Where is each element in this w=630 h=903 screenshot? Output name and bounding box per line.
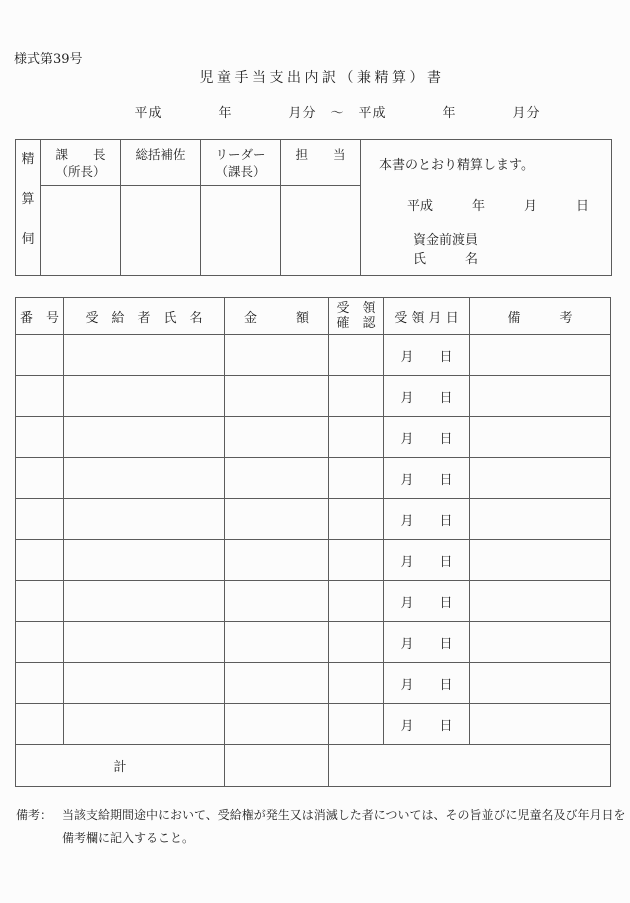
cell-amount (225, 581, 329, 622)
cell-number (16, 622, 64, 663)
form-number: 様式第39号 (14, 52, 83, 67)
approval-title: 課 長 (55, 147, 106, 162)
cell-receipt-confirm (329, 704, 384, 745)
cell-remarks (470, 417, 611, 458)
header-receipt-date: 受 領 月 日 (384, 298, 470, 335)
table-row (16, 335, 611, 376)
total-rest-cell (329, 745, 611, 787)
table-row (16, 622, 611, 663)
cell-number (16, 417, 64, 458)
table-row (16, 540, 611, 581)
cell-amount (225, 704, 329, 745)
settlement-date-line: 平成 年 月 日 (407, 199, 590, 214)
stamp-box (121, 186, 200, 275)
side-label-char: 精 (21, 152, 35, 167)
cell-receipt-confirm (329, 417, 384, 458)
cell-recipient-name (64, 417, 225, 458)
approval-column-header (41, 140, 120, 186)
cell-number (16, 376, 64, 417)
table-row (16, 663, 611, 704)
cell-amount (225, 663, 329, 704)
cell-recipient-name (64, 663, 225, 704)
approval-column-header (121, 140, 200, 186)
table-row (16, 417, 611, 458)
cell-receipt-confirm (329, 622, 384, 663)
cell-amount (225, 499, 329, 540)
cell-receipt-date: 月 日 (384, 499, 470, 540)
approval-subtitle: （課長） (215, 164, 266, 179)
cell-receipt-date: 月 日 (384, 581, 470, 622)
cell-number (16, 458, 64, 499)
table-row (16, 458, 611, 499)
approval-title: 担 当 (295, 147, 346, 162)
cell-remarks (470, 499, 611, 540)
footnote-line2: 備考欄に記入すること。 (62, 831, 195, 845)
cell-amount (225, 335, 329, 376)
settlement-declaration-box (361, 140, 611, 275)
cell-recipient-name (64, 622, 225, 663)
approval-column-header (281, 140, 360, 186)
stamp-box (281, 186, 360, 275)
approval-column-leader (201, 140, 281, 275)
header-recipient-name: 受 給 者 氏 名 (64, 298, 225, 335)
cell-number (16, 704, 64, 745)
cell-recipient-name (64, 376, 225, 417)
cell-remarks (470, 458, 611, 499)
cell-amount (225, 622, 329, 663)
header-remarks: 備 考 (470, 298, 611, 335)
footnote-text (62, 804, 626, 850)
cell-remarks (470, 376, 611, 417)
cell-receipt-date: 月 日 (384, 663, 470, 704)
cell-receipt-date: 月 日 (384, 540, 470, 581)
cell-amount (225, 376, 329, 417)
table-row (16, 704, 611, 745)
header-receipt-confirm (329, 298, 384, 335)
cell-number (16, 581, 64, 622)
approval-column-header (201, 140, 280, 186)
total-amount-cell (225, 745, 329, 787)
cell-recipient-name (64, 335, 225, 376)
approval-subtitle: （所長） (55, 164, 106, 179)
approval-title: リーダー (215, 147, 266, 162)
cell-receipt-confirm (329, 499, 384, 540)
cell-remarks (470, 540, 611, 581)
approval-column-section-chief (41, 140, 121, 275)
cell-receipt-date: 月 日 (384, 622, 470, 663)
stamp-box (41, 186, 120, 275)
cell-number (16, 335, 64, 376)
header-receipt-confirm-line1: 受 領 (336, 301, 376, 316)
total-row (16, 745, 611, 787)
cell-number (16, 499, 64, 540)
total-label-cell: 計 (16, 745, 225, 787)
settlement-request-vertical-label (16, 140, 41, 275)
table-row (16, 581, 611, 622)
cell-recipient-name (64, 540, 225, 581)
fund-officer-name-label: 氏 名 (413, 252, 479, 267)
table-row (16, 499, 611, 540)
cell-receipt-confirm (329, 581, 384, 622)
cell-remarks (470, 663, 611, 704)
cell-receipt-date: 月 日 (384, 335, 470, 376)
side-label-char: 算 (21, 192, 35, 207)
approval-table (15, 139, 612, 276)
footnote (16, 804, 626, 850)
header-amount: 金 額 (225, 298, 329, 335)
header-number: 番 号 (16, 298, 64, 335)
approval-column-person-in-charge (281, 140, 361, 275)
cell-receipt-confirm (329, 663, 384, 704)
fund-officer-role: 資金前渡員 (413, 233, 479, 248)
recipient-table-header-row (16, 298, 611, 335)
page-title: 児童手当支出内訳（兼精算）書 (199, 70, 445, 86)
footnote-label: 備考： (16, 808, 53, 822)
cell-number (16, 663, 64, 704)
side-label-char: 伺 (21, 232, 35, 247)
cell-receipt-date: 月 日 (384, 417, 470, 458)
cell-remarks (470, 581, 611, 622)
recipient-table (15, 297, 611, 787)
cell-amount (225, 458, 329, 499)
settlement-statement: 本書のとおり精算します。 (379, 158, 534, 173)
cell-number (16, 540, 64, 581)
cell-receipt-confirm (329, 376, 384, 417)
period-line: 平成 年 月分 ～ 平成 年 月分 (134, 106, 541, 121)
stamp-box (201, 186, 280, 275)
cell-receipt-date: 月 日 (384, 376, 470, 417)
cell-amount (225, 540, 329, 581)
footnote-line1: 当該支給期間途中において、受給権が発生又は消滅した者については、その旨並びに児童名及び年月日を (62, 808, 626, 822)
cell-receipt-date: 月 日 (384, 458, 470, 499)
cell-receipt-confirm (329, 335, 384, 376)
cell-recipient-name (64, 704, 225, 745)
cell-recipient-name (64, 581, 225, 622)
table-row (16, 376, 611, 417)
cell-receipt-date: 月 日 (384, 704, 470, 745)
cell-recipient-name (64, 458, 225, 499)
header-receipt-confirm-line2: 確 認 (336, 316, 376, 331)
cell-remarks (470, 704, 611, 745)
approval-title: 総括補佐 (135, 147, 186, 162)
cell-recipient-name (64, 499, 225, 540)
cell-remarks (470, 335, 611, 376)
cell-amount (225, 417, 329, 458)
cell-receipt-confirm (329, 540, 384, 581)
approval-column-general-assistant (121, 140, 201, 275)
cell-remarks (470, 622, 611, 663)
cell-receipt-confirm (329, 458, 384, 499)
fund-officer-block (413, 231, 478, 269)
